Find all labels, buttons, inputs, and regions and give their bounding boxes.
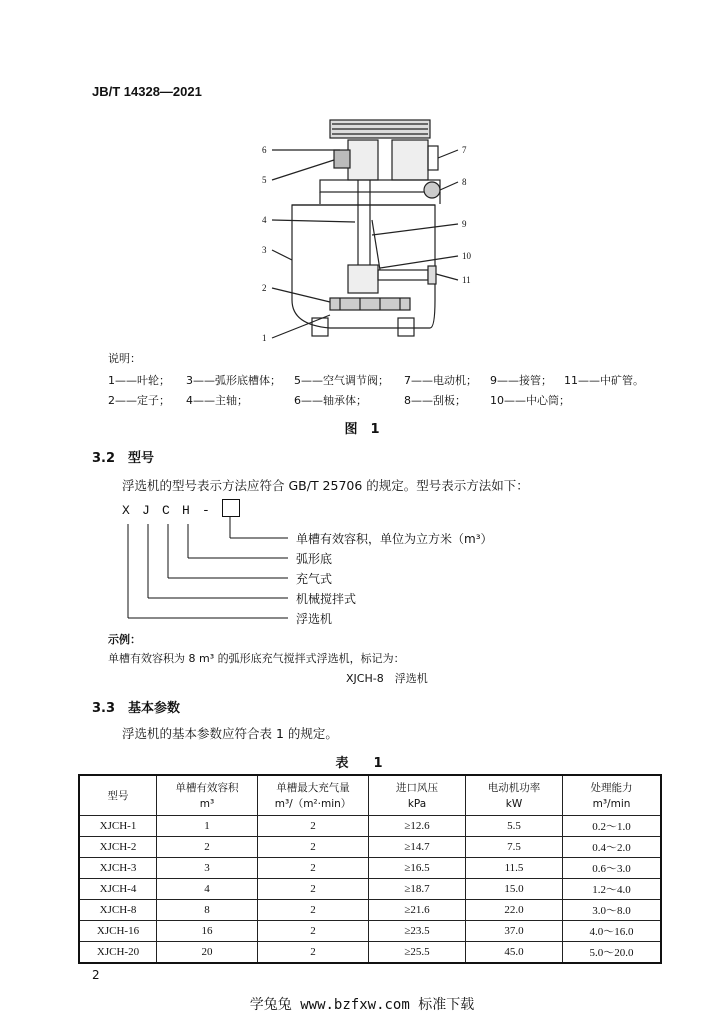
table-cell: 5.0～20.0: [563, 942, 662, 964]
model-letter-h: H: [182, 503, 190, 518]
table-caption: 表 1: [335, 756, 389, 771]
legend-item: 7——电动机；: [404, 374, 477, 387]
table-cell: ≥25.5: [369, 942, 466, 964]
table-cell: 11.5: [466, 858, 563, 879]
callout-4: 4: [262, 215, 267, 225]
table-cell: 4.0～16.0: [563, 921, 662, 942]
header-air-volume: 单槽最大充气量 m³/（m²·min）: [258, 775, 369, 816]
header-inlet-pressure: 进口风压 kPa: [369, 775, 466, 816]
table-cell: 3.0～8.0: [563, 900, 662, 921]
table-cell: 2: [258, 900, 369, 921]
table-cell: 2: [157, 837, 258, 858]
table-cell: 1: [157, 816, 258, 837]
table-cell: 2: [258, 921, 369, 942]
table-cell: 0.6～3.0: [563, 858, 662, 879]
table-row: [79, 816, 661, 837]
table-cell: 8: [157, 900, 258, 921]
table-cell: ≥18.7: [369, 879, 466, 900]
table-cell: 5.5: [466, 816, 563, 837]
callout-10: 10: [462, 251, 471, 261]
model-letter-x: X: [122, 503, 130, 518]
example-mark: XJCH-8 浮选机: [346, 672, 428, 685]
table-cell: 45.0: [466, 942, 563, 964]
example-title: 示例：: [108, 633, 141, 646]
section-3-3-body: 浮选机的基本参数应符合表 1 的规定。: [122, 726, 338, 741]
section-3-2-body: 浮选机的型号表示方法应符合 GB/T 25706 的规定。型号表示方法如下：: [122, 478, 529, 493]
legend-item: 8——刮板；: [404, 394, 466, 407]
model-dash: -: [202, 503, 210, 518]
page-number: 2: [92, 968, 100, 982]
table-cell: XJCH-16: [79, 921, 157, 942]
model-label-flotation: 浮选机: [296, 612, 333, 626]
table-row: [79, 900, 661, 921]
table-cell: XJCH-1: [79, 816, 157, 837]
table-cell: 2: [258, 879, 369, 900]
section-3-3-title: 3.3 基本参数: [92, 701, 181, 716]
legend-item: 2——定子；: [108, 394, 170, 407]
watermark-footer[interactable]: 学兔兔 www.bzfxw.com 标准下载: [249, 997, 475, 1013]
table-cell: ≥21.6: [369, 900, 466, 921]
model-letter-j: J: [142, 503, 150, 518]
callout-6: 6: [262, 145, 267, 155]
table-cell: XJCH-20: [79, 942, 157, 964]
callout-5: 5: [262, 175, 267, 185]
model-label-volume: 单槽有效容积，单位为立方米（m³）: [296, 532, 493, 546]
section-3-2-title: 3.2 型号: [92, 451, 155, 466]
table-cell: XJCH-3: [79, 858, 157, 879]
table-cell: 7.5: [466, 837, 563, 858]
legend-item: 4——主轴；: [186, 394, 248, 407]
model-label-mechanical: 机械搅拌式: [296, 592, 357, 606]
figure-caption: 图 1: [344, 422, 380, 437]
legend-heading: 说明：: [108, 352, 141, 365]
callout-9: 9: [462, 219, 467, 229]
flotation-machine-figure: [220, 110, 520, 350]
table-row: [79, 879, 661, 900]
table-cell: 3: [157, 858, 258, 879]
table-row: [79, 921, 661, 942]
table-cell: XJCH-8: [79, 900, 157, 921]
callout-11: 11: [462, 275, 471, 285]
legend-item: 5——空气调节阀；: [294, 374, 389, 387]
model-label-aerated: 充气式: [296, 572, 333, 586]
table-cell: 0.2～1.0: [563, 816, 662, 837]
header-motor-power: 电动机功率 kW: [466, 775, 563, 816]
table-cell: 1.2～4.0: [563, 879, 662, 900]
callout-8: 8: [462, 177, 467, 187]
table-cell: 37.0: [466, 921, 563, 942]
table-row: [79, 837, 661, 858]
callout-3: 3: [262, 245, 267, 255]
header-volume: 单槽有效容积 m³: [157, 775, 258, 816]
table-cell: 2: [258, 837, 369, 858]
table-cell: 16: [157, 921, 258, 942]
table-cell: 2: [258, 858, 369, 879]
callout-2: 2: [262, 283, 267, 293]
table-cell: 2: [258, 816, 369, 837]
legend-item: 9——接管；: [490, 374, 552, 387]
table-cell: ≥16.5: [369, 858, 466, 879]
table-cell: 2: [258, 942, 369, 964]
table-cell: 4: [157, 879, 258, 900]
callout-1: 1: [262, 333, 267, 343]
legend-item: 10——中心筒；: [490, 394, 570, 407]
table-cell: XJCH-4: [79, 879, 157, 900]
table-cell: ≥12.6: [369, 816, 466, 837]
model-letter-c: C: [162, 503, 170, 518]
table-cell: 0.4～2.0: [563, 837, 662, 858]
legend-item: 1——叶轮；: [108, 374, 170, 387]
legend-item: 6——轴承体；: [294, 394, 367, 407]
legend-item: 11——中矿管。: [564, 374, 644, 387]
header-capacity: 处理能力 m³/min: [563, 775, 662, 816]
table-row: [79, 942, 661, 964]
table-row: [79, 858, 661, 879]
table-cell: 15.0: [466, 879, 563, 900]
document-code: JB/T 14328—2021: [92, 84, 202, 99]
table-cell: XJCH-2: [79, 837, 157, 858]
header-model: 型号: [79, 775, 157, 816]
table-header-row: [79, 775, 661, 816]
legend-item: 3——弧形底槽体；: [186, 374, 281, 387]
example-text: 单槽有效容积为 8 m³ 的弧形底充气搅拌式浮选机，标记为：: [108, 652, 405, 665]
model-label-arc-bottom: 弧形底: [296, 552, 333, 566]
table-cell: ≥14.7: [369, 837, 466, 858]
callout-7: 7: [462, 145, 467, 155]
table-cell: 22.0: [466, 900, 563, 921]
table-cell: 20: [157, 942, 258, 964]
table-cell: ≥23.5: [369, 921, 466, 942]
parameters-table: [78, 774, 662, 964]
